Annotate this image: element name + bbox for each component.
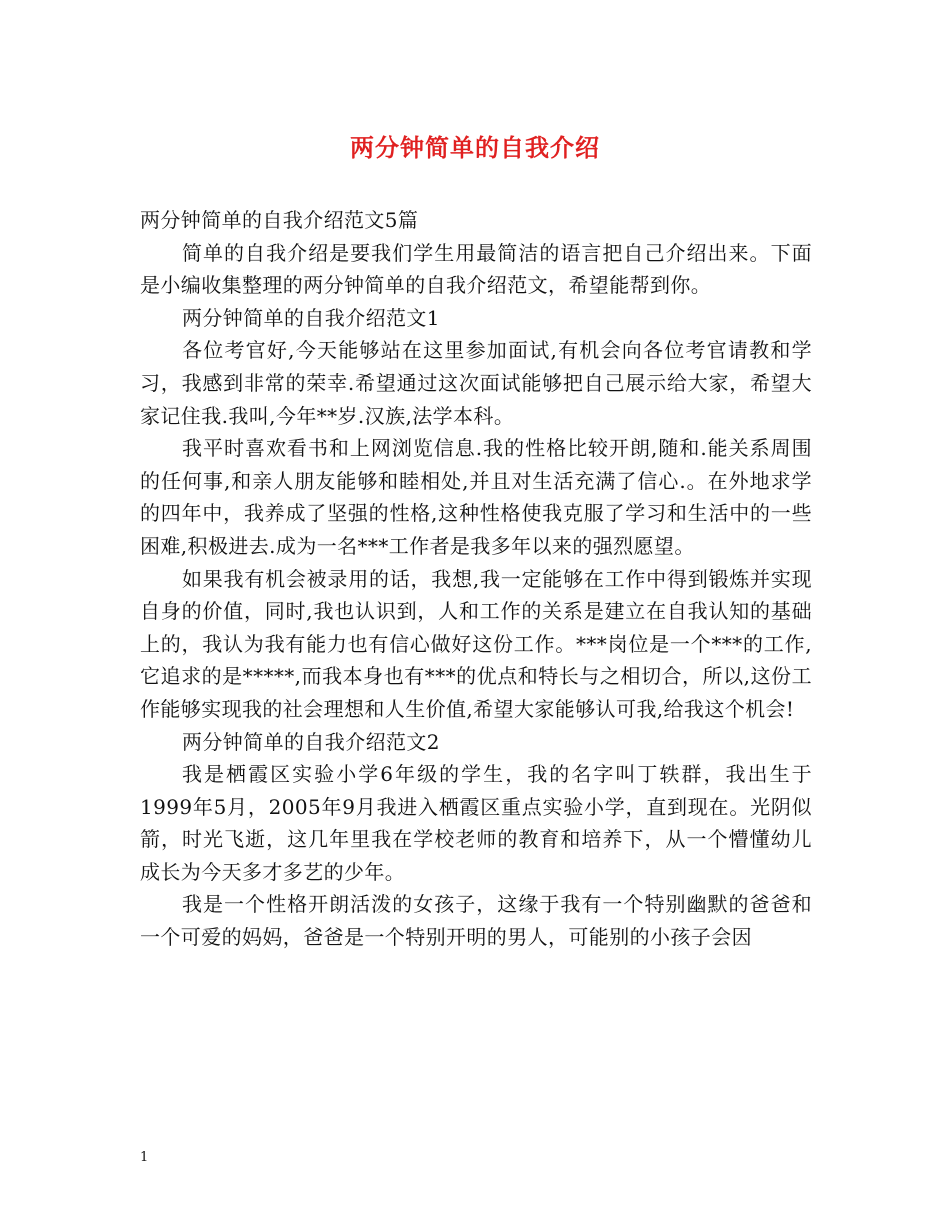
document-body [140, 204, 812, 954]
body-paragraph: 如果我有机会被录用的话，我想,我一定能够在工作中得到锻炼并实现自身的价值，同时,我也认识到，人和工作的关系是建立在自我认知的基础上的，我认为我有能力也有信心做好这份工作。***岗位是一个***的工作,它追求的是*****,而我本身也有***的优点和特长与之相切合，所以,这份工作能够实现我的社会理想和人生价值,希望大家能够认可我,给我这个机会! [140, 566, 812, 721]
body-paragraph: 我是一个性格开朗活泼的女孩子，这缘于我有一个特别幽默的爸爸和一个可爱的妈妈，爸爸是一个特别开明的男人，可能别的小孩子会因 [140, 892, 812, 950]
page-number: 1 [140, 1150, 149, 1165]
body-paragraph: 我平时喜欢看书和上网浏览信息.我的性格比较开朗,随和.能关系周围的任何事,和亲人朋友能够和睦相处,并且对生活充满了信心.。在外地求学的四年中，我养成了坚强的性格,这种性格使我克服了学习和生活中的一些困难,积极进去.成为一名***工作者是我多年以来的强烈愿望。 [140, 436, 812, 558]
document-subtitle: 两分钟简单的自我介绍范文5篇 [140, 208, 419, 232]
body-paragraph: 各位考官好,今天能够站在这里参加面试,有机会向各位考官请教和学习，我感到非常的荣幸.希望通过这次面试能够把自己展示给大家，希望大家记住我.我叫,今年**岁.汉族,法学本科。 [140, 338, 812, 428]
body-paragraph: 简单的自我介绍是要我们学生用最简洁的语言把自己介绍出来。下面是小编收集整理的两分钟简单的自我介绍范文，希望能帮到你。 [140, 240, 812, 298]
section-heading: 两分钟简单的自我介绍范文1 [182, 305, 440, 330]
body-paragraph: 我是栖霞区实验小学6年级的学生，我的名字叫丁轶群，我出生于1999年5月，2005年9月我进入栖霞区重点实验小学，直到现在。光阴似箭，时光飞逝，这几年里我在学校老师的教育和培养下，从一个懵懂幼儿成长为今天多才多艺的少年。 [140, 762, 812, 884]
document-title: 两分钟简单的自我介绍 [350, 133, 600, 162]
section-heading: 两分钟简单的自我介绍范文2 [182, 729, 440, 754]
